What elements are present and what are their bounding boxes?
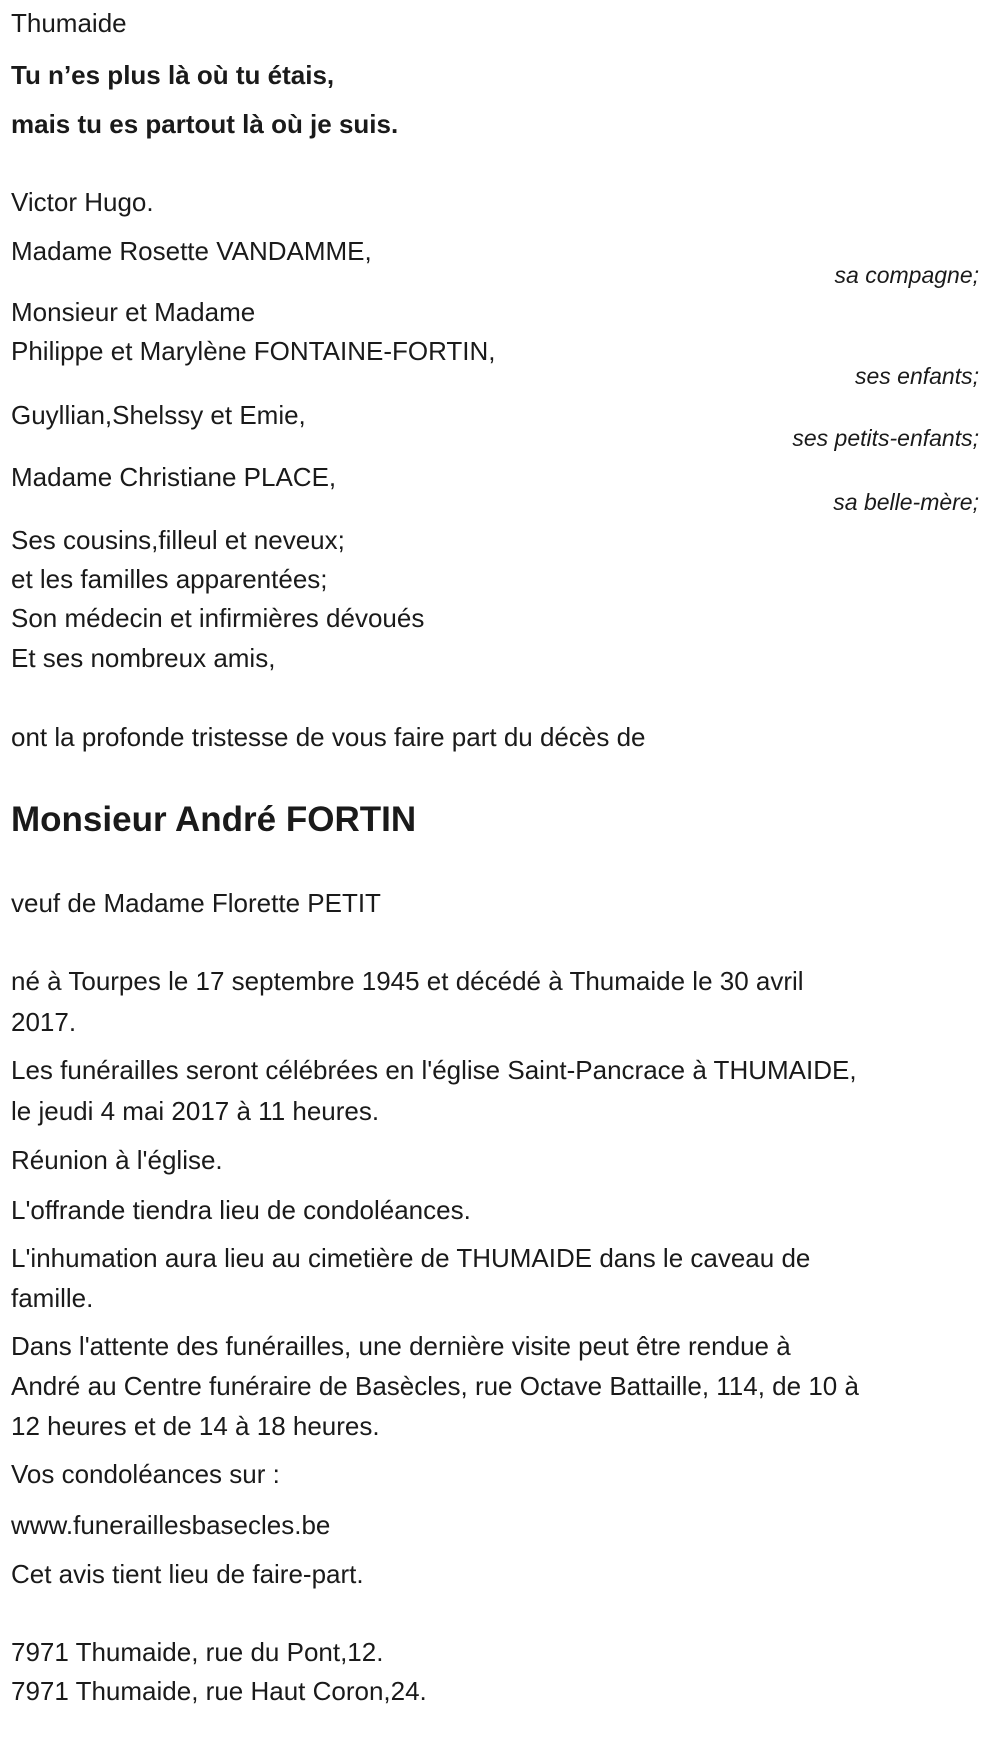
website-link[interactable]: www.funeraillesbasecles.be xyxy=(11,1510,331,1540)
other-mourners: Ses cousins,filleul et neveux; xyxy=(11,525,345,555)
family-relation: ses enfants; xyxy=(854,363,979,389)
detail-line: Vos condoléances sur : xyxy=(11,1459,280,1489)
quote-author: Victor Hugo. xyxy=(11,187,154,217)
family-name: Monsieur et Madame xyxy=(11,297,256,327)
detail-line: 2017. xyxy=(11,1007,77,1037)
widower-of: veuf de Madame Florette PETIT xyxy=(11,888,381,918)
family-name: Madame Christiane PLACE, xyxy=(11,462,337,492)
detail-line: 12 heures et de 14 à 18 heures. xyxy=(11,1411,380,1441)
detail-line: le jeudi 4 mai 2017 à 11 heures. xyxy=(11,1096,380,1126)
family-relation: sa compagne; xyxy=(834,262,979,288)
detail-line: L'offrande tiendra lieu de condoléances. xyxy=(11,1195,471,1225)
address: 7971 Thumaide, rue du Pont,12. xyxy=(11,1637,384,1667)
family-name: Philippe et Marylène FONTAINE-FORTIN, xyxy=(11,336,496,366)
family-relation: sa belle-mère; xyxy=(833,489,979,515)
detail-line: Dans l'attente des funérailles, une dernière visite peut être rendue à xyxy=(11,1331,791,1361)
deceased-name: Monsieur André FORTIN xyxy=(11,800,417,839)
detail-line: André au Centre funéraire de Basècles, rue Octave Battaille, 114, de 10 à xyxy=(11,1371,859,1401)
other-mourners: Et ses nombreux amis, xyxy=(11,643,276,673)
family-relation: ses petits-enfants; xyxy=(792,425,979,451)
address: 7971 Thumaide, rue Haut Coron,24. xyxy=(11,1676,427,1706)
detail-line: Réunion à l'église. xyxy=(11,1145,223,1175)
family-name: Guyllian,Shelssy et Emie, xyxy=(11,400,306,430)
detail-line: Cet avis tient lieu de faire-part. xyxy=(11,1559,364,1589)
quote-line: Tu n’es plus là où tu étais, xyxy=(11,60,335,90)
other-mourners: Son médecin et infirmières dévoués xyxy=(11,603,425,633)
detail-line: L'inhumation aura lieu au cimetière de THUMAIDE dans le caveau de xyxy=(11,1243,811,1273)
detail-line: famille. xyxy=(11,1283,94,1313)
announcement: ont la profonde tristesse de vous faire part du décès de xyxy=(11,722,646,752)
place: Thumaide xyxy=(11,8,127,38)
detail-line: né à Tourpes le 17 septembre 1945 et décédé à Thumaide le 30 avril xyxy=(11,966,804,996)
quote-line: mais tu es partout là où je suis. xyxy=(11,109,399,139)
family-name: Madame Rosette VANDAMME, xyxy=(11,236,372,266)
detail-line: Les funérailles seront célébrées en l'église Saint-Pancrace à THUMAIDE, xyxy=(11,1055,857,1085)
other-mourners: et les familles apparentées; xyxy=(11,564,328,594)
